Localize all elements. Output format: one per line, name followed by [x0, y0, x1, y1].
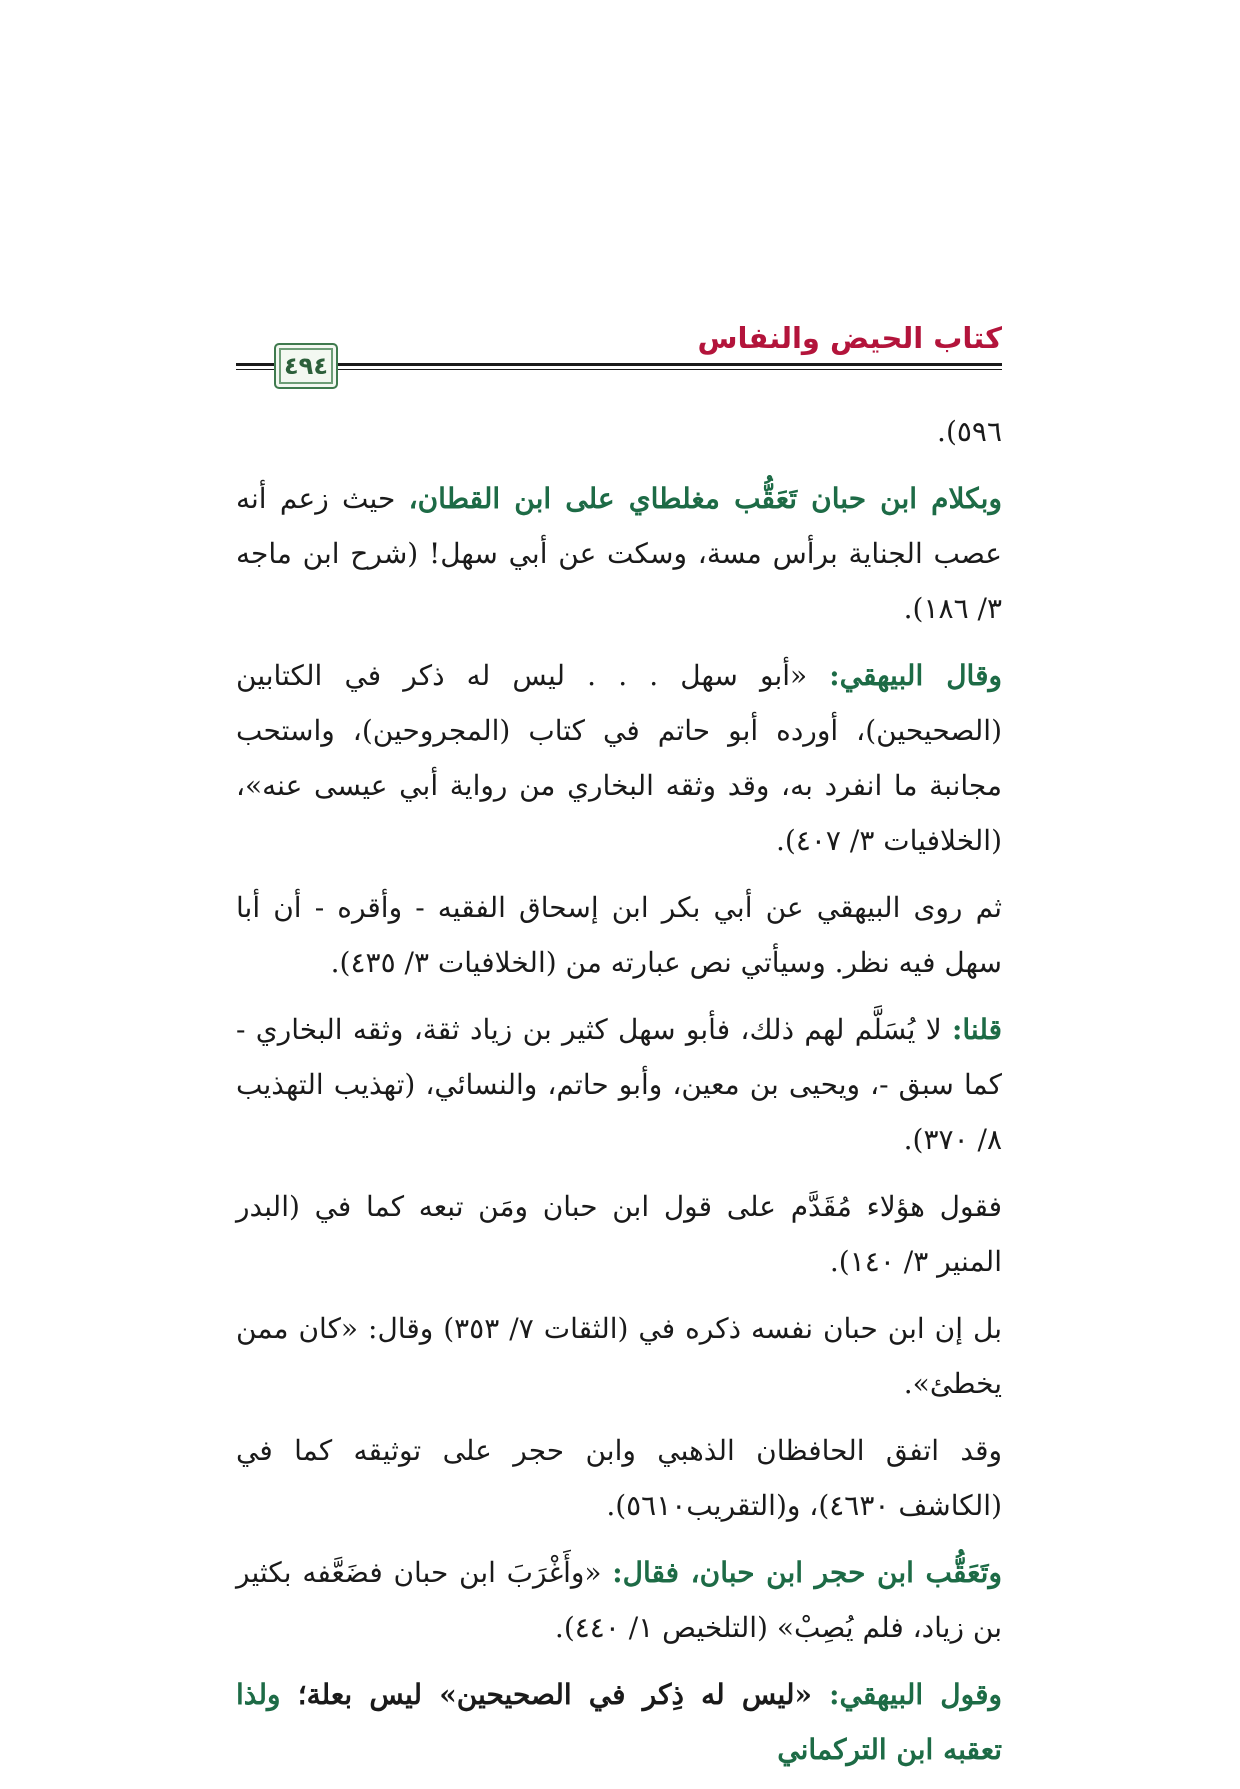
- page-body: [236, 404, 1002, 1789]
- highlighted-phrase: ولذا تعقبه ابن التركماني: [236, 1678, 1002, 1766]
- paragraph-text: «ليس له ذِكر في الصحيحين» ليس بعلة؛: [297, 1678, 830, 1711]
- paragraph: [236, 1545, 1002, 1655]
- page-header: [236, 318, 1002, 386]
- header-rule-thin: [236, 369, 1002, 370]
- paragraph: [236, 404, 1002, 459]
- paragraph-text: وقد اتفق الحافظان الذهبي وابن حجر على توثيقه كما في (الكاشف ٤٦٣٠)، و(التقريب٥٦١٠).: [236, 1434, 1002, 1522]
- paragraph: [236, 648, 1002, 868]
- paragraph-text: فقول هؤلاء مُقَدَّم على قول ابن حبان ومَن تبعه كما في (البدر المنير ٣/ ١٤٠).: [236, 1190, 1002, 1278]
- highlighted-phrase: وبكلام ابن حبان تَعَقُّب مغلطاي على ابن القطان،: [408, 482, 1002, 515]
- paragraph-text: «أبو سهل . . . ليس له ذكر في الكتابين (الصحيحين)، أورده أبو حاتم في كتاب (المجروحين)، واستحب مجانبة ما انفرد به، وقد وثقه البخاري من رواية أبي عيسى عنه»، (الخلافيات ٣/ ٤٠٧).: [236, 659, 1003, 857]
- paragraph: [236, 880, 1002, 990]
- paragraph: [236, 471, 1002, 636]
- paragraph: [236, 1667, 1002, 1777]
- paragraph-text: بل إن ابن حبان نفسه ذكره في (الثقات ٧/ ٣٥٣) وقال: «كان ممن يخطئ».: [236, 1312, 1002, 1400]
- paragraph: [236, 1301, 1002, 1411]
- paragraph-text: لا يُسَلَّم لهم ذلك، فأبو سهل كثير بن زياد ثقة، وثقه البخاري - كما سبق -، ويحيى بن معين، وأبو حاتم، والنسائي، (تهذيب التهذيب ٨/ ٣٧٠).: [236, 1013, 1002, 1156]
- paragraph: [236, 1002, 1002, 1167]
- highlighted-phrase: وقول البيهقي:: [829, 1678, 1003, 1711]
- book-title: كتاب الحيض والنفاس: [697, 321, 1002, 355]
- paragraph-text: «وأَغْرَبَ ابن حبان فضَعَّفه بكثير بن زياد، فلم يُصِبْ» (التلخيص ١/ ٤٤٠).: [236, 1556, 1002, 1644]
- header-rule-thick: [236, 363, 1002, 366]
- paragraph-text: حيث زعم أنه عصب الجناية برأس مسة، وسكت عن أبي سهل! (شرح ابن ماجه ٣/ ١٨٦).: [236, 482, 1002, 625]
- paragraph: [236, 1423, 1002, 1533]
- page-number: ٤٩٤: [284, 352, 328, 380]
- highlighted-phrase: وقال البيهقي:: [829, 659, 1002, 692]
- highlighted-phrase: قلنا:: [952, 1013, 1002, 1046]
- paragraph: [236, 1179, 1002, 1289]
- paragraph-text: ثم روى البيهقي عن أبي بكر ابن إسحاق الفقيه - وأقره - أن أبا سهل فيه نظر. وسيأتي نص عبارته من (الخلافيات ٣/ ٤٣٥).: [236, 891, 1002, 979]
- page-number-badge: [274, 343, 338, 389]
- highlighted-phrase: وتَعَقُّب ابن حجر ابن حبان، فقال:: [612, 1556, 1002, 1589]
- paragraph-text: ٥٩٦).: [937, 415, 1002, 448]
